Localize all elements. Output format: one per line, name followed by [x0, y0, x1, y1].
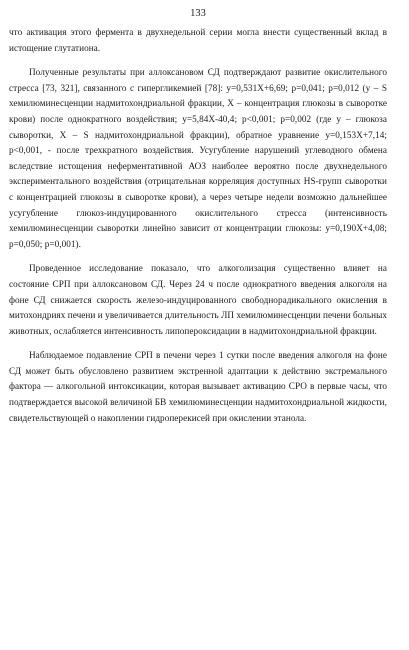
- page-number: 133: [190, 8, 206, 19]
- paragraph-alcohol-effect: Проведенное исследование показало, что алкоголизация существенно влияет на состояние СРП при аллоксановом СД. Через 24 ч после однократного введения алкоголя на фоне СД снижается скорость железо-индуцированного свободнорадикального окисления в митохондриях печени и увеличивается длительность ЛП хемилюминесценции печени больных животных, ослабляется интенсивность липопероксидации в надмитохондриальной фракции.: [9, 263, 387, 336]
- paragraph-srp-suppression: Наблюдаемое подавление СРП в печени через 1 сутки после введения алкоголя на фоне СД может быть обусловлено развитием экстренной адаптации к действию экстремального фактора — алкогольной интоксикации, которая вызывает активацию СРО в первые часы, что подтверждается высокой величиной БВ хемилюминесценции надмитохондриальной жидкости, свидетельствующей о накоплении гидроперекисей при окислении этанола.: [9, 350, 387, 423]
- paragraph-oxidative-stress: Полученные результаты при аллоксановом СД подтверждают развитие окислительного стресса [73, 321], связанного с гипергликемией [78]: y=0,531X+6,69; p=0,041; p=0,012 (y – S хемилюминесценции надмитохондриальной фракции, X – концентрация глюкозы в сыворотке крови) после однократного воздействия; y=5,84X-40,4; p<0,001; p=0,002 (где y – глюкоза сыворотки, X – S надмитохондриальной фракции), обратное уравнение y=0,153X+7,14; p<0,001, - после трехкратного воздействия. Усугубление нарушений углеводного обмена вследствие истощения неферментативной АОЗ наиболее вероятно после двухнедельного экспериментального воздействия (отрицательная корреляция доступных HS-групп сыворотки с концентрацией глюкозы в сыворотке крови), а через четыре недели возможно дальнейшее усугубление глюкоз-индуцированного окислительного стресса (интенсивность хемилюминесценции сыворотки линейно зависит от концентрации глюкозы: y=0,190X+4,08; p=0,050; p=0,001).: [9, 67, 387, 249]
- paragraph-continuation: что активация этого фермента в двухнедельной серии могла внести существенный вклад в истощение глутатиона.: [9, 27, 387, 53]
